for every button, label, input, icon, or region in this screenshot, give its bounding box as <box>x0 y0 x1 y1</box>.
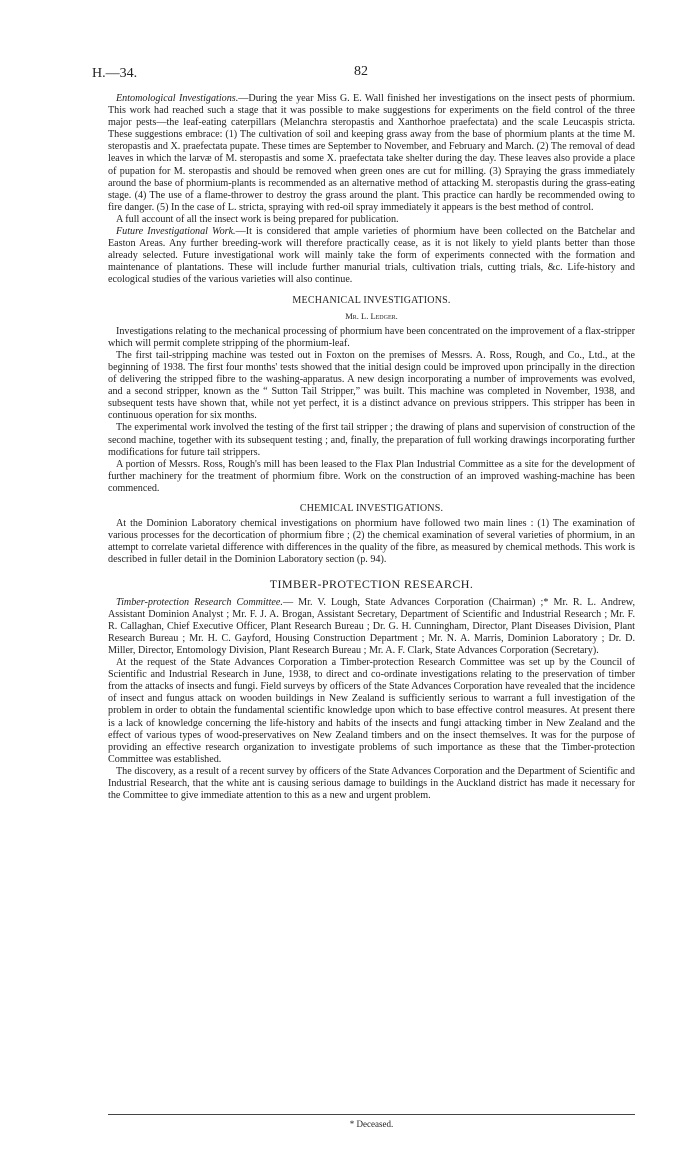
paragraph <box>108 766 635 802</box>
paragraph <box>108 597 635 657</box>
page-number: 82 <box>354 64 368 79</box>
report-reference: H.—34. <box>92 66 138 81</box>
paragraph <box>108 350 635 423</box>
paragraph <box>108 422 635 458</box>
paragraph-text: The discovery, as a result of a recent survey by officers of the State Advances Corporation and the Department of Scientific and Industrial Research, that the white ant is causing serious damage to buildings in the Auckland district has made it necessary for the Committee to give immediate attention to this as a new and urgent problem. <box>108 765 635 802</box>
paragraph <box>108 459 635 495</box>
paragraph <box>108 518 635 566</box>
footnote: * Deceased. <box>349 1119 394 1129</box>
paragraph-text: The experimental work involved the testing of the first tail stripper ; the drawing of plans and supervision of construction of the second machine, together with its subsequent testing ; and, finally, the preparation of full working drawings incorporating further modifications for future tail strippers. <box>108 422 635 458</box>
section-author: Mr. L. Ledger. <box>345 310 398 321</box>
paragraph-lead: Entomological Investigations. <box>116 93 239 104</box>
paragraph-text: — Mr. V. Lough, State Advances Corporation (Chairman) ;* Mr. R. L. Andrew, Assistant Dominion Analyst ; Mr. F. J. A. Brogan, Assistant Secretary, Department of Scientific and Industrial Research ; Mr. F. R. Callaghan, Chief Executive Officer, Plant Research Bureau ; Dr. G. H. Cunningham, Director, Plant Diseases Division, Plant Research Bureau ; Mr. H. C. Gayford, Housing Construction Department ; Mr. N. A. Marris, Dominion Laboratory ; Dr. D. Miller, Director, Entomology Division, Plant Research Bureau ; Mr. A. F. Clark, State Advances Corporation (Secretary). <box>108 596 635 656</box>
document-body <box>108 93 635 802</box>
paragraph <box>108 214 635 226</box>
paragraph-lead: Future Investigational Work. <box>116 226 236 238</box>
paragraph <box>108 326 635 350</box>
paragraph <box>108 226 635 286</box>
paragraph-text: —It is considered that ample varieties of phormium have been collected on the Batchelar and Easton Areas. Any further breeding-work will therefore practically cease, as it is not likely to yield plants better than those already selected. Future investigational work will mainly take the form of experiments connected with the formation and maintenance of plantations. These will include further manurial trials, cultivation trials, cutting trials, &c. Life-history and ecological studies of the various varieties will also continue. <box>108 226 635 286</box>
paragraph-text: A portion of Messrs. Ross, Rough's mill has been leased to the Flax Plan Industrial Committee as a site for the development of further machinery for the treatment of phormium fibre. Work on the construction of an improved washing-machine has been commenced. <box>108 458 635 494</box>
section-heading: TIMBER-PROTECTION RESEARCH. <box>269 577 474 592</box>
section-heading: MECHANICAL INVESTIGATIONS. <box>292 294 451 306</box>
paragraph-text: At the request of the State Advances Corporation a Timber-protection Research Committee was set up by the Council of Scientific and Industrial Research in June, 1938, to direct and co-ordinate investigations relating to the preservation of timber from the attacks of insects and fungi. Field surveys by officers of the State Advances Corporation have revealed that the incidence of insect and fungus attack on wooden buildings in New Zealand is sufficiently serious to warrant a full investigation of the problem in order to obtain the fundamental scientific knowledge upon which to base effective control measures. At present there is a lack of knowledge concerning the life-history and habits of the insects and fungi attacking timber in New Zealand and the effect of various types of wood-preservatives on New Zealand timbers and on the insect themselves. It was for the purpose of providing an effective research organization to investigate problems of such importance as these that the Timber-protection Committee was established. <box>108 657 635 765</box>
paragraph-text: At the Dominion Laboratory chemical investigations on phormium have followed two main lines : (1) The examination of various processes for the decortication of phormium fibre ; (2) the chemical examination of several varieties of phormium, in an attempt to correlate varietal difference with differences in the quality of the fibre, as measured by chemical methods. This work is described in fuller detail in the Dominion Laboratory section (p. 94). <box>108 518 635 566</box>
paragraph-text: The first tail-stripping machine was tested out in Foxton on the premises of Messrs. A. Ross, Rough, and Co., Ltd., at the beginning of 1938. The first four months' tests showed that the initial design could be improved upon principally in the direction of delivering the stripped fibre to the washing-apparatus. A new design incorporating a number of improvements was evolved, and a second stripper, known as the “ Sutton Tail Stripper,” was built. This machine was completed in November, 1938, and subsequent tests have shown that, while not yet perfect, it is a distinct advance on previous strippers. This stripper has been in continuous operation for six months. <box>108 349 635 422</box>
section-heading: CHEMICAL INVESTIGATIONS. <box>299 503 444 514</box>
paragraph-text: —During the year Miss G. E. Wall finished her investigations on the insect pests of phormium. This work had reached such a stage that it was possible to make suggestions for experiments on the field control of the three major pests—the leaf-eating caterpillars (Melanchra steropastis and Xanthorhoe praefectata) and the scale Leucaspis stricta. These suggestions embrace: (1) The cultivation of soil and keeping grass away from the base of phormium plants at the time M. steropastis and X. praefectata pupate. These times are September to November, and February and March. (2) The removal of dead leaves in which the larvæ of M. steropastis and some X. praefectata take shelter during the day. These leaves also provide a place of pupation for M. steropastis and should be removed when green ones are cut for milling. (3) Spraying the grass immediately around the base of phormium-plants is recommended as an alternative method of attacking M. steropastis during the grass-eating stage. (4) The use of a flame-thrower to destroy the grass around the plant. This practice can hardly be recommended owing to fire danger. (5) In the case of L. stricta, spraying with red-oil spray immediately it appears is the best method of control. <box>108 93 635 213</box>
paragraph-text: Investigations relating to the mechanical processing of phormium have been concentrated on the improvement of a flax-stripper which will permit complete stripping of the phormium-leaf. <box>108 325 635 349</box>
footnote-divider <box>108 1114 635 1115</box>
paragraph-text: A full account of all the insect work is being prepared for publication. <box>116 213 399 225</box>
paragraph <box>108 93 635 214</box>
paragraph <box>108 657 635 766</box>
paragraph-lead: Timber-protection Research Committee. <box>116 596 283 608</box>
